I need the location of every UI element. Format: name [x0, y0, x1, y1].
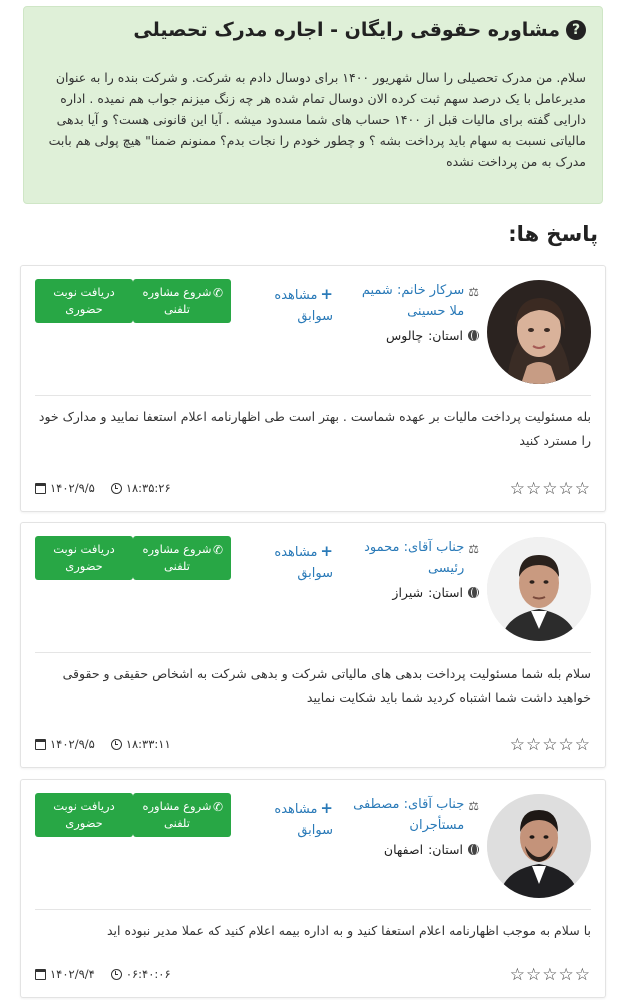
- province: [344, 328, 479, 343]
- plus-icon: +: [320, 542, 333, 560]
- province-name: چالوس: [386, 328, 424, 343]
- answer-card: [20, 779, 606, 998]
- calendar-icon: [35, 969, 46, 980]
- globe-icon: [468, 587, 479, 598]
- answer-card: [20, 522, 606, 768]
- question-box: [23, 6, 603, 204]
- answer-text: با سلام به موجب اظهارنامه اعلام استعفا کنید و به اداره بیمه اعلام کنید که عملا مدیر نبوده اید: [106, 923, 591, 938]
- answer-time: ۱۸:۳۵:۲۶: [125, 481, 171, 495]
- phone-consult-label: شروع مشاوره تلفنی: [142, 799, 212, 830]
- clock-icon: [111, 739, 122, 750]
- scale-icon: ⚖: [468, 542, 479, 556]
- question-body: سلام. من مدرک تحصیلی را سال شهریور ۱۴۰۰ برای دوسال دادم به شرکت. و شرکت بنده را به عنوان مدیرعامل با یک درصد سهم ثبت کرده الان دوسال تمام شده هر چه زنگ میزنم جواب هم نمیده . اداره دارایی گفته برای مالیات قبل از ۱۴۰۰ حساب های شما مسدود میشه . آیا این قانونی هست؟ و آیا بدهی مالیاتی نسبت به سهام باید پرداخت بشه ؟ و چطور خودم را نجات بدم؟ ممنونم ضمنا" هیچ پولی هم بابت مدرک به من پرداخت نشده: [48, 70, 586, 169]
- question-title: مشاوره حقوقی رایگان - اجاره مدرک تحصیلی: [133, 19, 560, 41]
- phone-consult-label: شروع مشاوره تلفنی: [142, 285, 212, 316]
- answer-card: [20, 265, 606, 512]
- in-person-label: دریافت نوبت حضوری: [53, 542, 115, 573]
- answer-time: ۰۶:۴۰:۰۶: [125, 967, 171, 981]
- province-name: شیراز: [392, 585, 424, 600]
- phone-consult-button[interactable]: [133, 279, 231, 323]
- in-person-label: دریافت نوبت حضوری: [53, 285, 115, 316]
- province: [344, 585, 479, 600]
- lawyer-name: جناب آقای: مصطفی مستأجران: [353, 797, 465, 833]
- answer-date: ۱۴۰۲/۹/۵: [50, 481, 95, 495]
- answer-date: ۱۴۰۲/۹/۴: [50, 967, 95, 981]
- lawyer-name: سرکار خانم: شمیم ملا حسینی: [361, 283, 465, 319]
- clock-icon: [111, 483, 122, 494]
- history-link[interactable]: [263, 798, 333, 841]
- calendar-icon: [35, 483, 46, 494]
- question-icon: ?: [566, 20, 586, 40]
- answers-heading: پاسخ ها:: [508, 222, 598, 246]
- history-link[interactable]: [263, 284, 333, 327]
- in-person-appointment-button[interactable]: [35, 536, 133, 580]
- history-label: مشاهده سوابق: [274, 802, 333, 838]
- divider: [35, 909, 591, 910]
- in-person-label: دریافت نوبت حضوری: [53, 799, 115, 830]
- answer-text: بله مسئولیت پرداخت مالیات بر عهده شماست . بهتر است طی اظهارنامه اعلام استعفا نمایید و مدارک خود را مسترد کنید: [38, 409, 591, 448]
- divider: [35, 652, 591, 653]
- province-prefix: استان:: [428, 585, 463, 600]
- answer-meta: [35, 481, 171, 495]
- globe-icon: [468, 844, 479, 855]
- history-label: مشاهده سوابق: [274, 545, 333, 581]
- lawyer-name-link[interactable]: [344, 794, 479, 836]
- phone-icon: ✆: [212, 286, 223, 300]
- lawyer-avatar: [487, 794, 591, 898]
- province: [344, 842, 479, 857]
- province-prefix: استان:: [428, 842, 463, 857]
- scale-icon: ⚖: [468, 799, 479, 813]
- answer-time: ۱۸:۳۳:۱۱: [125, 737, 171, 751]
- province-name: اصفهان: [383, 842, 424, 857]
- question-title-row: [40, 19, 586, 41]
- rating-stars[interactable]: ☆☆☆☆☆: [509, 965, 591, 985]
- answer-date: ۱۴۰۲/۹/۵: [50, 737, 95, 751]
- rating-stars[interactable]: ☆☆☆☆☆: [509, 479, 591, 499]
- rating-stars[interactable]: ☆☆☆☆☆: [509, 735, 591, 755]
- lawyer-avatar: [487, 280, 591, 384]
- lawyer-name-link[interactable]: [344, 280, 479, 322]
- province-prefix: استان:: [428, 328, 463, 343]
- phone-consult-label: شروع مشاوره تلفنی: [142, 542, 212, 573]
- lawyer-avatar: [487, 537, 591, 641]
- answer-meta: [35, 967, 171, 981]
- history-link[interactable]: [263, 541, 333, 584]
- plus-icon: +: [320, 285, 333, 303]
- in-person-appointment-button[interactable]: [35, 793, 133, 837]
- phone-consult-button[interactable]: [133, 793, 231, 837]
- history-label: مشاهده سوابق: [274, 288, 333, 324]
- phone-icon: ✆: [212, 800, 223, 814]
- clock-icon: [111, 969, 122, 980]
- answer-text: سلام بله شما مسئولیت پرداخت بدهی های مالیاتی شرکت و بدهی شرکت به اشخاص حقیقی و حقوقی خواهید داشت شما اشتباه کردید شما باید شکایت نمایید: [62, 666, 591, 705]
- divider: [35, 395, 591, 396]
- scale-icon: ⚖: [468, 285, 479, 299]
- in-person-appointment-button[interactable]: [35, 279, 133, 323]
- plus-icon: +: [320, 799, 333, 817]
- lawyer-name: جناب آقای: محمود رئیسی: [364, 540, 465, 576]
- answer-meta: [35, 737, 171, 751]
- phone-consult-button[interactable]: [133, 536, 231, 580]
- phone-icon: ✆: [212, 543, 223, 557]
- globe-icon: [468, 330, 479, 341]
- calendar-icon: [35, 739, 46, 750]
- lawyer-name-link[interactable]: [344, 537, 479, 579]
